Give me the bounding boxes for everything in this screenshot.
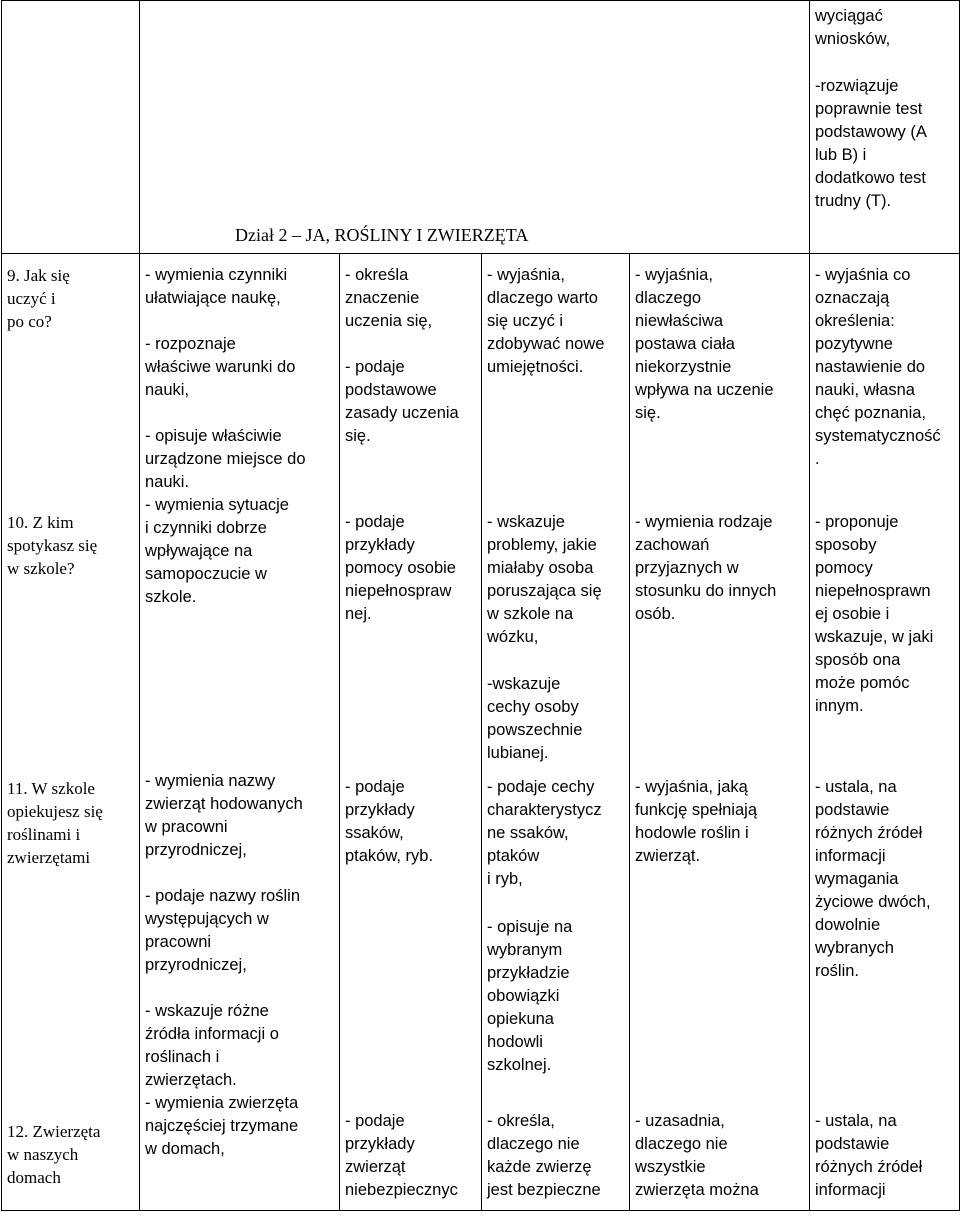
topics-cell bbox=[2, 254, 140, 1211]
row9-col5: - wyjaśnia co oznaczają określenia: pozytywne nastawienie do nauki, własna chęć poznania, systematyczność . bbox=[815, 266, 941, 468]
row10-col3-a: - wskazuje problemy, jakie miałaby osoba poruszająca się w szkole na wózku, bbox=[487, 513, 602, 646]
row11-col5: - ustala, na podstawie różnych źródeł informacji wymagania życiowe dwóch, dowolnie wybranych roślin. bbox=[815, 778, 931, 980]
row9-col1-b: - rozpoznaje właściwe warunki do nauki, bbox=[145, 335, 296, 399]
row10-col4: - wymienia rodzaje zachowań przyjaznych w stosunku do innych osób. bbox=[635, 513, 777, 623]
header-row bbox=[2, 1, 960, 254]
row11-col3-b: - opisuje na wybranym przykładzie obowiązki opiekuna hodowli szkolnej. bbox=[487, 918, 573, 1074]
section-title: Dział 2 – JA, ROŚLINY I ZWIERZĘTA bbox=[235, 225, 529, 245]
top-right-text-2: -rozwiązuje poprawnie test podstawowy (A lub B) i dodatkowo test trudny (T). bbox=[815, 77, 927, 210]
curriculum-table bbox=[1, 0, 960, 1211]
row11-col2: - podaje przykłady ssaków, ptaków, ryb. bbox=[345, 778, 434, 865]
topic-11: 11. W szkole opiekujesz się roślinami i zwierzętami bbox=[7, 779, 103, 867]
row10-col2: - podaje przykłady pomocy osobie niepełnospraw nej. bbox=[345, 513, 456, 623]
row11-col4: - wyjaśnia, jaką funkcję spełniają hodowle roślin i zwierząt. bbox=[635, 778, 757, 865]
row12-col4: - uzasadnia, dlaczego nie wszystkie zwierzęta można bbox=[635, 1112, 759, 1199]
empty-header-cell bbox=[2, 1, 140, 254]
section-header-cell bbox=[140, 1, 810, 254]
row12-col3: - określa, dlaczego nie każde zwierzę jest bezpieczne bbox=[487, 1112, 601, 1199]
row12-col1: - wymienia zwierzęta najczęściej trzymane w domach, bbox=[145, 1094, 299, 1158]
top-right-cell bbox=[810, 1, 960, 254]
top-right-text-1: wyciągać wniosków, bbox=[815, 7, 891, 48]
col3-cell bbox=[482, 254, 630, 1211]
row9-col2-b: - podaje podstawowe zasady uczenia się. bbox=[345, 358, 459, 445]
row10-col3-b: -wskazuje cechy osoby powszechnie lubianej. bbox=[487, 675, 583, 762]
row12-col2: - podaje przykłady zwierząt niebezpiecznyc bbox=[345, 1112, 458, 1199]
row11-col1-b: - podaje nazwy roślin występujących w pracowni przyrodniczej, bbox=[145, 887, 300, 974]
col5-cell bbox=[810, 254, 960, 1211]
topic-9: 9. Jak się uczyć i po co? bbox=[7, 266, 70, 331]
row11-col1-a: - wymienia nazwy zwierząt hodowanych w pracowni przyrodniczej, bbox=[145, 772, 303, 859]
row9-col2-a: - określa znaczenie uczenia się, bbox=[345, 266, 433, 330]
row9-col1-a: - wymienia czynniki ułatwiające naukę, bbox=[145, 266, 288, 307]
row9-col1-c: - opisuje właściwie urządzone miejsce do nauki. bbox=[145, 427, 306, 491]
row10-col1: - wymienia sytuacje i czynniki dobrze wpływające na samopoczucie w szkole. bbox=[145, 496, 289, 606]
row10-col5: - proponuje sposoby pomocy niepełnosprawn ej osobie i wskazuje, w jaki sposób ona może pomóc innym. bbox=[815, 513, 934, 715]
content-row bbox=[2, 254, 960, 1211]
col1-cell bbox=[140, 254, 340, 1211]
row12-col5: - ustala, na podstawie różnych źródeł informacji bbox=[815, 1112, 923, 1199]
row11-col1-c: - wskazuje różne źródła informacji o roślinach i zwierzętach. bbox=[145, 1002, 279, 1089]
row11-col3-a: - podaje cechy charakterystycz ne ssaków, ptaków i ryb, bbox=[487, 778, 602, 888]
col2-cell bbox=[340, 254, 482, 1211]
row9-col3: - wyjaśnia, dlaczego warto się uczyć i zdobywać nowe umiejętności. bbox=[487, 266, 605, 376]
topic-12: 12. Zwierzęta w naszych domach bbox=[7, 1122, 101, 1187]
col4-cell bbox=[630, 254, 810, 1211]
topic-10: 10. Z kim spotykasz się w szkole? bbox=[7, 513, 98, 578]
row9-col4: - wyjaśnia, dlaczego niewłaściwa postawa ciała niekorzystnie wpływa na uczenie się. bbox=[635, 266, 774, 422]
